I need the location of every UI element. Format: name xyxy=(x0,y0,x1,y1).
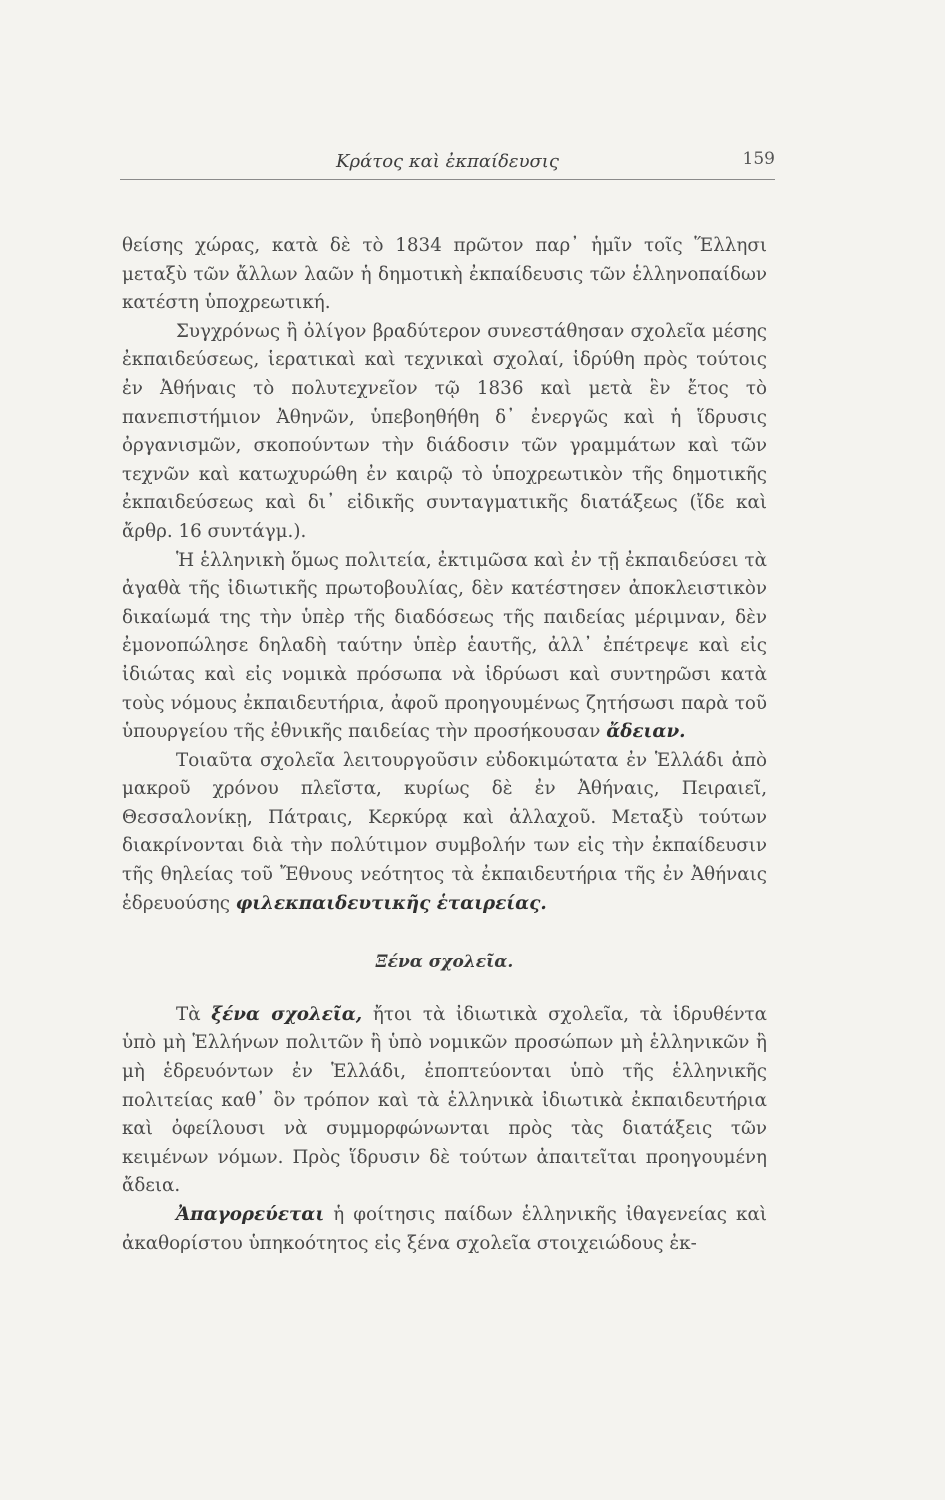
paragraph-3-text: Ἡ ἑλληνικὴ ὅμως πολιτεία, ἐκτιμῶσα καὶ ἐν τῇ ἐκπαιδεύσει τὰ ἀγαθὰ τῆς ἰδιωτικῆς πρωτοβουλίας, δὲν κατέστησεν ἀποκλειστικὸν δικαίωμά της τὴν ὑπὲρ τῆς διαδόσεως τῆς παιδείας μέριμναν, δὲν ἐμονοπώλησε δηλαδὴ ταύτην ὑπὲρ ἑαυτῆς, ἀλλ᾽ ἐπέτρεψε καὶ εἰς ἰδιώτας καὶ εἰς νομικὰ πρόσωπα νὰ ἱδρύωσι καὶ συντηρῶσι κατὰ τοὺς νόμους ἐκπαιδευτήρια, ἀφοῦ προηγουμένως ζητήσωσι παρὰ τοῦ ὑπουργείου τῆς ἐθνικῆς παιδείας τὴν προσήκουσαν xyxy=(122,549,767,743)
paragraph-5 xyxy=(122,1001,767,1201)
running-title: Κράτος καὶ ἐκπαίδευσις xyxy=(336,151,559,172)
paragraph-1: θείσης χώρας, κατὰ δὲ τὸ 1834 πρῶτον παρ᾽ ἡμῖν τοῖς Ἕλλησι μεταξὺ τῶν ἄλλων λαῶν ἡ δημοτικὴ ἐκπαίδευσις τῶν ἑλληνοπαίδων κατέστη ὑποχρεωτική. xyxy=(122,235,767,314)
paragraph-6 xyxy=(122,1201,767,1258)
section-heading: Ξένα σχολεῖα. xyxy=(375,952,514,973)
emphasis-prohibited: Ἀπαγορεύεται xyxy=(176,1204,325,1225)
running-header xyxy=(120,145,775,180)
page-number: 159 xyxy=(742,149,775,169)
paragraph-4 xyxy=(122,747,767,919)
paragraph-3 xyxy=(122,547,767,747)
paragraph-4-text: Τοιαῦτα σχολεῖα λειτουργοῦσιν εὐδοκιμώτατα ἐν Ἑλλάδι ἀπὸ μακροῦ χρόνου πλεῖστα, κυρίως δὲ ἐν Ἀθήναις, Πειραιεῖ, Θεσσαλονίκῃ, Πάτραις, Κερκύρᾳ καὶ ἀλλαχοῦ. Μεταξὺ τούτων διακρίνονται διὰ τὴν πολύτιμον συμβολήν των εἰς τὴν ἐκπαίδευσιν τῆς θηλείας τοῦ Ἔθνους νεότητος τὰ ἐκπαιδευτήρια τῆς ἐν Ἀθήναις ἑδρευούσης xyxy=(122,749,767,914)
body-text xyxy=(122,232,767,1258)
emphasis-society: φιλεκπαιδευτικῆς ἑταιρείας. xyxy=(235,892,547,914)
paragraph-2: Συγχρόνως ἢ ὀλίγον βραδύτερον συνεστάθησαν σχολεῖα μέσης ἐκπαιδεύσεως, ἱερατικαὶ καὶ τεχνικαὶ σχολαί, ἱδρύθη πρὸς τούτοις ἐν Ἀθήναις τὸ πολυτεχνεῖον τῷ 1836 καὶ μετὰ ἓν ἔτος τὸ πανεπιστήμιον Ἀθηνῶν, ὑπεβοηθήθη δ᾽ ἐνεργῶς καὶ ἡ ἵδρυσις ὀργανισμῶν, σκοπούντων τὴν διάδοσιν τῶν γραμμάτων καὶ τῶν τεχνῶν καὶ κατωχυρώθη ἐν καιρῷ τὸ ὑποχρεωτικὸν τῆς δημοτικῆς ἐκπαιδεύσεως καὶ δι᾽ εἰδικῆς συνταγματικῆς διατάξεως (ἴδε καὶ ἄρθρ. 16 συντάγμ.). xyxy=(122,320,767,542)
paragraph-5-start: Τὰ xyxy=(176,1003,201,1025)
emphasis-foreign-schools: ξένα σχολεῖα, xyxy=(211,1003,363,1025)
paragraph-6-text: ἡ φοίτησις παίδων ἑλληνικῆς ἰθαγενείας καὶ ἀκαθορίστου ὑπηκοότητος εἰς ξένα σχολεῖα στοιχειώδους ἐκ- xyxy=(122,1204,768,1254)
emphasis-permit: ἄδειαν. xyxy=(606,721,686,743)
paragraph-5-text: ἤτοι τὰ ἰδιωτικὰ σχολεῖα, τὰ ἱδρυθέντα ὑπὸ μὴ Ἑλλήνων πολιτῶν ἢ ὑπὸ νομικῶν προσώπων μὴ ἑλληνικῶν ἢ μὴ ἑδρευόντων ἐν Ἑλλάδι, ἐποπτεύονται ὑπὸ τῆς ἑλληνικῆς πολιτείας καθ᾽ ὃν τρόπον καὶ τὰ ἑλληνικὰ ἰδιωτικὰ ἐκπαιδευτήρια καὶ ὀφείλουσι νὰ συμμορφώνωνται πρὸς τὰς διατάξεις τῶν κειμένων νόμων. Πρὸς ἵδρυσιν δὲ τούτων ἀπαιτεῖται προηγουμένη ἄδεια. xyxy=(122,1003,768,1197)
